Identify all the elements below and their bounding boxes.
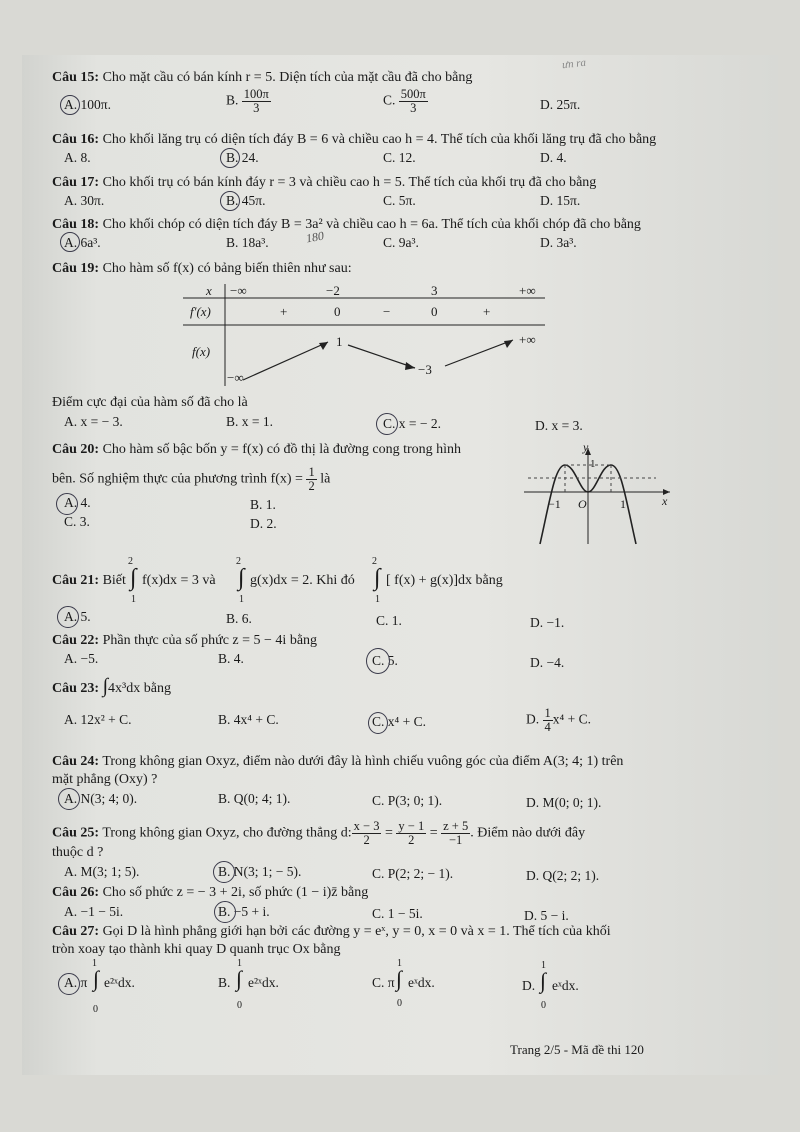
- q17-option-b[interactable]: B. 45π.: [226, 193, 266, 208]
- q25-option-b[interactable]: B. N(3; 1; − 5).: [218, 864, 302, 879]
- q27-c-label: C.: [372, 975, 385, 990]
- q15-option-a[interactable]: A. 100π.: [64, 97, 111, 112]
- graph-neg-one: −1: [548, 497, 561, 511]
- q27-c-int-sign: ∫: [396, 966, 403, 991]
- q23-text: [52, 675, 171, 697]
- q27-a-integrand: e²ˣdx.: [104, 975, 135, 990]
- q24-option-d[interactable]: D. M(0; 0; 1).: [526, 795, 602, 810]
- q15-answer-mark: [60, 95, 80, 115]
- q24-option-a[interactable]: A. N(3; 4; 0).: [64, 791, 138, 806]
- q15-b-label: B.: [226, 92, 239, 108]
- q17-option-c[interactable]: C. 5π.: [383, 193, 416, 208]
- q18-stem: Cho khối chóp có diện tích đáy B = 3a² và chiều cao h = 6a. Thể tích của khối chóp đã cho bằng: [102, 217, 641, 232]
- q17-text: [52, 175, 596, 191]
- q27-c-lower: 0: [397, 998, 402, 1009]
- q23-d-post: x⁴ + C.: [552, 711, 591, 727]
- q17-label: Câu 17:: [52, 175, 100, 190]
- q21-int3-lower: 1: [375, 594, 380, 605]
- q15-option-d[interactable]: D. 25π.: [540, 97, 581, 112]
- table-x-label: x: [206, 283, 212, 298]
- q19-option-b[interactable]: B. x = 1.: [226, 414, 273, 429]
- q25-f2-num: y − 1: [398, 819, 425, 833]
- q23-option-b[interactable]: B. 4x⁴ + C.: [218, 712, 279, 727]
- q27-b-upper: 1: [237, 958, 242, 969]
- q17-answer-mark: [220, 191, 240, 211]
- q16-stem: Cho khối lăng trụ có diện tích đáy B = 6 và chiều cao h = 4. Thể tích của khối lăng trụ đã cho bằng: [102, 132, 657, 147]
- q20-option-d[interactable]: D. 2.: [250, 516, 277, 531]
- q21-option-b[interactable]: B. 6.: [226, 611, 252, 626]
- q16-text: [52, 132, 656, 148]
- q20-text-2: [52, 466, 330, 493]
- q21-mid: và: [202, 573, 216, 588]
- q15-option-c[interactable]: [383, 88, 428, 115]
- arrow-up-1: [243, 342, 328, 380]
- q19-option-a[interactable]: A. x = − 3.: [64, 414, 123, 429]
- q20-option-a[interactable]: A. 4.: [64, 495, 91, 510]
- q16-option-b[interactable]: B. 24.: [226, 150, 259, 165]
- q22-option-b[interactable]: B. 4.: [218, 651, 244, 666]
- q16-option-a[interactable]: A. 8.: [64, 150, 91, 165]
- q16-option-c[interactable]: C. 12.: [383, 150, 416, 165]
- q27-option-c[interactable]: [372, 975, 395, 991]
- q19-label: Câu 19:: [52, 261, 100, 276]
- arrow-up-2: [445, 340, 513, 366]
- q19-option-d[interactable]: D. x = 3.: [535, 418, 583, 433]
- q20-fraction: [306, 466, 316, 493]
- arrow-head-2: [405, 362, 415, 370]
- q27-a-upper: 1: [92, 958, 97, 969]
- q19-option-c[interactable]: C. x = − 2.: [383, 416, 441, 431]
- q18-label: Câu 18:: [52, 217, 100, 232]
- q24-text-1: [52, 754, 623, 770]
- q21-answer-mark: [57, 606, 79, 628]
- q27-label: Câu 27:: [52, 924, 100, 939]
- q22-option-a[interactable]: A. −5.: [64, 651, 99, 666]
- q23-option-a[interactable]: A. 12x² + C.: [64, 712, 132, 727]
- table-sign-4: +: [483, 304, 491, 319]
- q19-text: [52, 261, 352, 277]
- q24-text-2: mặt phẳng (Oxy) ?: [52, 772, 158, 787]
- q25-frac-3: [441, 820, 470, 847]
- q22-answer-mark: [366, 648, 390, 674]
- q15-c-num: 500π: [400, 87, 426, 101]
- q21-int2-sign: ∫: [238, 565, 245, 591]
- q15-c-label: C.: [383, 92, 396, 108]
- q26-option-a[interactable]: A. −1 − 5i.: [64, 904, 124, 919]
- q27-option-b[interactable]: B.: [218, 975, 231, 990]
- q26-option-c[interactable]: C. 1 − 5i.: [372, 906, 423, 921]
- q21-pre: Biết: [102, 573, 126, 588]
- q17-option-a[interactable]: A. 30π.: [64, 193, 105, 208]
- q25-frac-1: [352, 820, 382, 847]
- table-f-0: −∞: [227, 370, 244, 385]
- table-sign-1: 0: [334, 304, 341, 319]
- q27-b-lower: 0: [237, 1000, 242, 1011]
- q25-option-c[interactable]: C. P(2; 2; − 1).: [372, 866, 454, 881]
- q25-f3-den: −1: [449, 833, 463, 847]
- q25-label: Câu 25:: [52, 825, 100, 841]
- q15-b-den: 3: [253, 101, 260, 115]
- q23-d-den: 4: [544, 720, 551, 734]
- graph-y-label: y: [583, 440, 589, 454]
- q23-option-c[interactable]: C. x⁴ + C.: [372, 714, 426, 729]
- q26-option-b[interactable]: B. −5 + i.: [218, 904, 270, 919]
- q21-int3-upper: 2: [372, 556, 377, 567]
- q17-stem: Cho khối trụ có bán kính đáy r = 3 và chiều cao h = 5. Thể tích của khối trụ đã cho bằng: [102, 175, 597, 190]
- q23-d-label: D.: [526, 711, 540, 727]
- q18-option-a[interactable]: A. 6a³.: [64, 235, 101, 250]
- q15-b-fraction: [242, 88, 271, 115]
- q24-stem-1: Trong không gian Oxyz, điểm nào dưới đây là hình chiếu vuông góc của điểm A(3; 4; 1) trên: [102, 754, 624, 769]
- q23-option-d[interactable]: [526, 707, 591, 734]
- q25-option-a[interactable]: A. M(3; 1; 5).: [64, 864, 140, 879]
- q27-b-integrand: e²ˣdx.: [248, 975, 279, 990]
- q21-int2: g(x)dx = 2. Khi đó: [250, 573, 355, 588]
- q15-c-fraction: [399, 88, 428, 115]
- q22-option-d[interactable]: D. −4.: [530, 655, 565, 670]
- arrow-down: [348, 345, 415, 368]
- q27-stem-1: Gọi D là hình phẳng giới hạn bởi các đường y = eˣ, y = 0, x = 0 và x = 1. Thể tích của khối: [102, 924, 611, 939]
- q21-int1-upper: 2: [128, 556, 133, 567]
- q19-stem: Cho hàm số f(x) có bảng biến thiên như sau:: [102, 261, 352, 276]
- table-sign-0: +: [280, 304, 288, 319]
- quartic-graph: [520, 440, 680, 548]
- corner-note: ưn ra: [561, 56, 587, 72]
- q27-c-integrand: eˣdx.: [408, 975, 435, 990]
- q21-label: Câu 21:: [52, 573, 100, 588]
- q27-d-int-sign: ∫: [540, 968, 547, 993]
- q26-text: [52, 885, 368, 901]
- q16-option-d[interactable]: D. 4.: [540, 150, 567, 165]
- table-f-2: −3: [418, 362, 432, 377]
- q21-option-d[interactable]: D. −1.: [530, 615, 565, 630]
- q21-int1-sign: ∫: [130, 565, 137, 591]
- q27-option-d[interactable]: D.: [522, 978, 536, 993]
- graph-origin: O: [578, 497, 587, 511]
- q15-option-b[interactable]: [226, 88, 271, 115]
- q27-a-label: A.: [64, 975, 78, 990]
- q15-c-den: 3: [410, 101, 417, 115]
- q25-stem-post: . Điểm nào dưới đây: [470, 825, 586, 841]
- q25-stem-pre: Trong không gian Oxyz, cho đường thẳng d:: [102, 825, 352, 841]
- q27-d-lower: 0: [541, 1000, 546, 1011]
- q27-c-upper: 1: [397, 958, 402, 969]
- graph-x-label: x: [662, 494, 668, 508]
- q22-label: Câu 22:: [52, 633, 100, 648]
- q25-f1-den: 2: [363, 833, 370, 847]
- q20-stem-1: Cho hàm số bậc bốn y = f(x) có đồ thị là đường cong trong hình: [102, 442, 462, 457]
- table-x-1: −2: [326, 283, 340, 298]
- table-fp-label: f′(x): [190, 304, 211, 319]
- q21-text: [52, 573, 126, 589]
- q20-stem-end: là: [320, 471, 331, 487]
- q23-stem: 4x³dx bằng: [108, 681, 171, 696]
- q21-int2-lower: 1: [239, 594, 244, 605]
- q21-int3-sign: ∫: [374, 565, 381, 591]
- q20-answer-mark: [56, 493, 78, 515]
- q23-d-fraction: [543, 707, 553, 734]
- q25-text-2: thuộc d ?: [52, 845, 104, 860]
- table-x-3: +∞: [519, 283, 536, 298]
- q27-c-pi: π: [387, 975, 395, 990]
- q17-option-d[interactable]: D. 15π.: [540, 193, 581, 208]
- q26-option-d[interactable]: D. 5 − i.: [524, 908, 569, 923]
- q19-after: Điểm cực đại của hàm số đã cho là: [52, 395, 248, 410]
- q20-stem-2: bên. Số nghiệm thực của phương trình f(x) =: [52, 471, 303, 487]
- q22-stem: Phần thực của số phức z = 5 − 4i bằng: [102, 633, 318, 648]
- q21-option-a[interactable]: A. 5.: [64, 609, 91, 624]
- q25-frac-2: [396, 820, 426, 847]
- q15-stem: Cho mặt cầu có bán kính r = 5. Diện tích của mặt cầu đã cho bằng: [102, 70, 473, 85]
- q24-option-c[interactable]: C. P(3; 0; 1).: [372, 793, 443, 808]
- q23-answer-mark: [368, 712, 388, 734]
- q18-scribble: 180: [304, 228, 325, 246]
- q25-f1-num: x − 3: [353, 819, 380, 833]
- q27-answer-mark: [58, 973, 80, 995]
- table-sign-2: −: [383, 304, 391, 319]
- table-x-0: −∞: [230, 283, 247, 298]
- table-f-label: f(x): [192, 344, 211, 359]
- q24-label: Câu 24:: [52, 754, 100, 769]
- graph-one-y: 1: [590, 458, 596, 470]
- q21-int1: [142, 573, 216, 589]
- arrow-head-3: [504, 340, 513, 348]
- q18-option-d[interactable]: D. 3a³.: [540, 235, 577, 250]
- q18-text: [52, 217, 641, 233]
- q27-d-integrand: eˣdx.: [552, 978, 579, 993]
- q27-a-int-sign: ∫: [93, 966, 100, 991]
- table-f-1: 1: [336, 334, 343, 349]
- q20-text-1: [52, 442, 461, 458]
- q21-int2-upper: 2: [236, 556, 241, 567]
- q25-text-1: Câu 25: Trong không gian Oxyz, cho đường thẳng d: $\frac{x - 3}{2}$ = $\frac{y - 1}{2}$ = $\frac{z + 5}{-1}$ . Điểm nào dưới đây: [52, 819, 586, 847]
- q23-d-num: 1: [544, 706, 551, 720]
- q18-answer-mark: [60, 232, 80, 252]
- q23-int-sign: ∫: [102, 675, 109, 697]
- q20-option-c[interactable]: C. 3.: [64, 514, 90, 529]
- q22-text: [52, 633, 317, 649]
- q25-f3-num: z + 5: [443, 819, 469, 833]
- q27-d-upper: 1: [541, 960, 546, 971]
- q18-option-b[interactable]: B. 18a³.: [226, 235, 269, 250]
- q23-label: Câu 23:: [52, 681, 100, 696]
- q26-stem: Cho số phức z = − 3 + 2i, số phức (1 − i)z̄ bằng: [102, 885, 369, 900]
- q26-answer-mark: [214, 901, 236, 923]
- q27-text-1: [52, 924, 611, 940]
- q27-a-lower: 0: [93, 1004, 98, 1015]
- q21-int1-body: f(x)dx = 3: [142, 573, 199, 588]
- q21-option-c[interactable]: C. 1.: [376, 613, 402, 628]
- q19-answer-mark: [376, 413, 398, 435]
- q27-text-2: tròn xoay tạo thành khi quay D quanh trục Ox bằng: [52, 942, 341, 957]
- table-f-3: +∞: [519, 332, 536, 347]
- q21-int3: [ f(x) + g(x)]dx bằng: [386, 573, 503, 588]
- q20-option-b[interactable]: B. 1.: [250, 497, 276, 512]
- q18-option-c[interactable]: C. 9a³.: [383, 235, 419, 250]
- table-sign-3: 0: [431, 304, 438, 319]
- graph-one-x: 1: [620, 497, 626, 511]
- q15-b-num: 100π: [243, 87, 269, 101]
- q21-int1-lower: 1: [131, 594, 136, 605]
- q25-option-d[interactable]: D. Q(2; 2; 1).: [526, 868, 600, 883]
- q20-frac-den: 2: [308, 479, 315, 493]
- q20-label: Câu 20:: [52, 442, 100, 457]
- q26-label: Câu 26:: [52, 885, 100, 900]
- q15-text: [52, 70, 472, 86]
- q16-label: Câu 16:: [52, 132, 100, 147]
- q25-f2-den: 2: [408, 833, 415, 847]
- q24-option-b[interactable]: B. Q(0; 4; 1).: [218, 791, 291, 806]
- table-x-2: 3: [431, 283, 438, 298]
- q27-a-pi: π: [80, 975, 88, 990]
- q25-answer-mark: [213, 861, 235, 883]
- q16-answer-mark: [220, 148, 240, 168]
- q22-option-c[interactable]: C. 5.: [372, 653, 398, 668]
- q24-answer-mark: [58, 788, 80, 810]
- page-footer: Trang 2/5 - Mã đề thi 120: [510, 1042, 644, 1057]
- q20-frac-num: 1: [308, 465, 315, 479]
- q27-b-int-sign: ∫: [236, 966, 243, 991]
- q15-label: Câu 15:: [52, 70, 100, 85]
